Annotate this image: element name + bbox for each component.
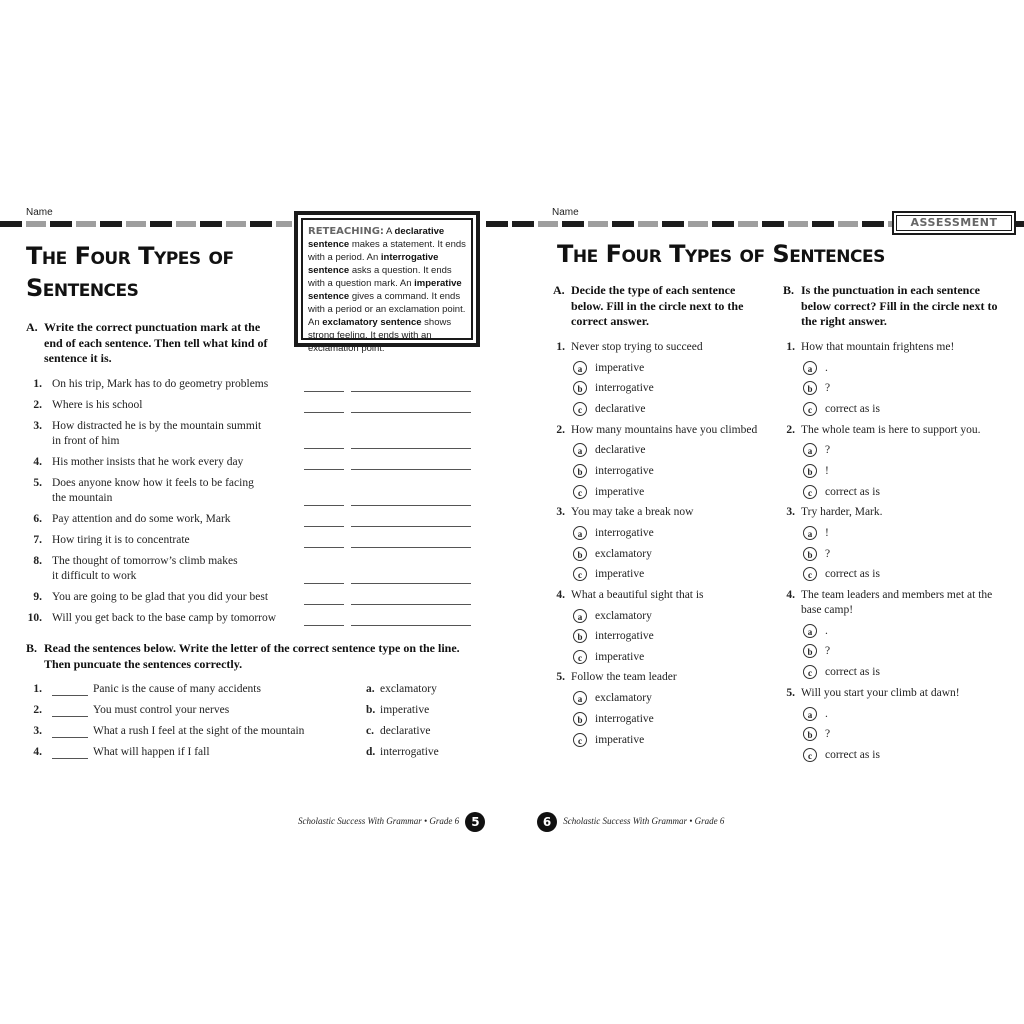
bubble-a[interactable]: a xyxy=(573,609,587,623)
title-line-1: The Four Types of xyxy=(26,242,234,270)
instruction-text: Decide the type of each sentence below. Fill in the circle next to the correct answer. xyxy=(571,283,744,328)
bubble-c[interactable]: c xyxy=(803,665,817,679)
question-number: 2. xyxy=(786,424,795,436)
option-label: imperative xyxy=(595,362,645,374)
item-text: Panic is the cause of many accidents xyxy=(93,683,261,695)
item-text: What will happen if I fall xyxy=(93,746,210,758)
question-text: You may take a break now xyxy=(571,506,694,518)
sentence-type-blank[interactable] xyxy=(351,512,471,527)
page-title: The Four Types of Sentences xyxy=(557,240,885,268)
term-declarative: declarative sentence xyxy=(308,226,445,250)
item-number: 7. xyxy=(33,534,42,546)
bubble-b[interactable]: b xyxy=(573,629,587,643)
item-number: 1. xyxy=(33,683,42,695)
reteach-text: asks a question. It ends with a question mark. An xyxy=(308,265,452,289)
punctuation-blank[interactable] xyxy=(304,377,344,392)
item-text: You are going to be glad that you did your best xyxy=(52,591,269,603)
option-label: exclamatory xyxy=(595,610,652,622)
bubble-a[interactable]: a xyxy=(803,624,817,638)
item-text: His mother insists that he work every day xyxy=(52,456,244,468)
option-label: . xyxy=(825,362,828,374)
option-letter: c. xyxy=(366,725,374,737)
option-label: . xyxy=(825,625,828,637)
punctuation-blank[interactable] xyxy=(304,491,344,506)
question-text: Never stop trying to succeed xyxy=(571,341,703,353)
bubble-c[interactable]: c xyxy=(803,402,817,416)
answer-blank[interactable] xyxy=(52,703,88,717)
item-text-continued: the mountain xyxy=(52,492,113,504)
section-a-instructions xyxy=(553,283,758,330)
bubble-b[interactable]: b xyxy=(803,727,817,741)
name-label: Name xyxy=(552,207,579,218)
question-text: Try harder, Mark. xyxy=(801,506,883,518)
option-text: declarative xyxy=(380,725,431,737)
item-number: 5. xyxy=(33,477,42,489)
question-text: What a beautiful sight that is xyxy=(571,589,704,601)
header-dash-bar-right xyxy=(486,221,512,227)
sentence-type-blank[interactable] xyxy=(351,434,471,449)
option-label: interrogative xyxy=(595,713,654,725)
answer-blank[interactable] xyxy=(52,682,88,696)
answer-option xyxy=(366,724,430,739)
option-label: interrogative xyxy=(595,630,654,642)
answer-option xyxy=(366,745,439,760)
title-line-2: Sentences xyxy=(26,274,139,302)
bubble-c[interactable]: c xyxy=(573,650,587,664)
option-label: correct as is xyxy=(825,666,880,678)
option-label: interrogative xyxy=(595,382,654,394)
bubble-a[interactable]: a xyxy=(803,443,817,457)
question-text: How that mountain frightens me! xyxy=(801,341,955,353)
option-label: ? xyxy=(825,548,831,560)
reteach-text: makes a statement. It ends with a period. An xyxy=(308,239,466,263)
option-label: exclamatory xyxy=(595,548,652,560)
reteaching-box xyxy=(294,211,480,354)
item-number: 9. xyxy=(33,591,42,603)
bubble-b[interactable]: b xyxy=(573,464,587,478)
bubble-a[interactable]: a xyxy=(573,361,587,375)
sentence-type-blank[interactable] xyxy=(351,377,471,392)
page-number: 6 xyxy=(537,812,557,832)
option-label: correct as is xyxy=(825,749,880,761)
section-letter: A. xyxy=(553,283,565,297)
option-label: . xyxy=(825,708,828,720)
question-text: The whole team is here to support you. xyxy=(801,424,981,436)
section-a-questions xyxy=(553,340,778,760)
question-text: Will you start your climb at dawn! xyxy=(801,687,960,699)
question-number: 3. xyxy=(786,506,795,518)
question-text: The team leaders and members met at the xyxy=(801,589,993,601)
bubble-b[interactable]: b xyxy=(803,464,817,478)
bubble-b[interactable]: b xyxy=(803,644,817,658)
bubble-c[interactable]: c xyxy=(573,567,587,581)
option-label: ? xyxy=(825,645,831,657)
punctuation-blank[interactable] xyxy=(304,533,344,548)
term-exclamatory: exclamatory sentence xyxy=(322,317,422,328)
question-text: How many mountains have you climbed xyxy=(571,424,758,436)
instruction-text: Is the punctuation in each sentence below correct? Fill in the circle next to the right answer. xyxy=(801,283,998,328)
bubble-c[interactable]: c xyxy=(573,733,587,747)
option-label: correct as is xyxy=(825,568,880,580)
option-label: declarative xyxy=(595,403,646,415)
item-number: 3. xyxy=(33,725,42,737)
question-number: 1. xyxy=(786,341,795,353)
bubble-a[interactable]: a xyxy=(803,361,817,375)
answer-blank[interactable] xyxy=(52,745,88,759)
item-number: 10. xyxy=(27,612,42,624)
sentence-type-blank[interactable] xyxy=(351,533,471,548)
option-text: exclamatory xyxy=(380,683,437,695)
bubble-a[interactable]: a xyxy=(573,526,587,540)
instruction-text: Write the correct punctuation mark at the end of each sentence. Then tell what kind of sentence it is. xyxy=(44,320,268,365)
punctuation-blank[interactable] xyxy=(304,455,344,470)
bubble-b[interactable]: b xyxy=(573,712,587,726)
option-letter: b. xyxy=(366,704,376,716)
item-number: 6. xyxy=(33,513,42,525)
item-text: You must control your nerves xyxy=(93,704,230,716)
question-number: 4. xyxy=(556,589,565,601)
option-label: imperative xyxy=(595,734,645,746)
sentence-type-blank[interactable] xyxy=(351,398,471,413)
item-text: Does anyone know how it feels to be facing xyxy=(52,477,254,489)
header-dash-bar xyxy=(0,221,292,227)
name-label: Name xyxy=(26,207,53,218)
item-number: 4. xyxy=(33,456,42,468)
option-label: declarative xyxy=(595,444,646,456)
item-text: Will you get back to the base camp by tomorrow xyxy=(52,612,277,624)
section-b-questions xyxy=(783,340,1018,770)
term-interrogative: interrogative sentence xyxy=(308,252,439,276)
option-label: interrogative xyxy=(595,465,654,477)
question-text: Follow the team leader xyxy=(571,671,677,683)
question-number: 1. xyxy=(556,341,565,353)
term-imperative: imperative sentence xyxy=(308,278,462,302)
option-letter: a. xyxy=(366,683,375,695)
option-letter: d. xyxy=(366,746,376,758)
bubble-b[interactable]: b xyxy=(803,381,817,395)
item-text: Where is his school xyxy=(52,399,143,411)
option-label: ? xyxy=(825,728,831,740)
item-text-continued: it difficult to work xyxy=(52,570,137,582)
section-letter: B. xyxy=(783,283,795,297)
punctuation-blank[interactable] xyxy=(304,398,344,413)
item-number: 3. xyxy=(33,420,42,432)
reteaching-heading: RETEACHING: xyxy=(308,226,384,237)
question-text-continued: base camp! xyxy=(801,604,854,616)
answer-option xyxy=(366,682,437,697)
bubble-c[interactable]: c xyxy=(803,485,817,499)
punctuation-blank[interactable] xyxy=(304,434,344,449)
answer-blank[interactable] xyxy=(52,724,88,738)
item-number: 1. xyxy=(33,378,42,390)
bubble-a[interactable]: a xyxy=(573,691,587,705)
question-number: 5. xyxy=(786,687,795,699)
instruction-text: Read the sentences below. Write the letter of the correct sentence type on the line. Then puncuate the sentences correctly. xyxy=(44,641,460,671)
bubble-b[interactable]: b xyxy=(573,381,587,395)
option-label: imperative xyxy=(595,568,645,580)
sentence-type-blank[interactable] xyxy=(351,455,471,470)
punctuation-blank[interactable] xyxy=(304,611,344,626)
item-number: 4. xyxy=(33,746,42,758)
bubble-b[interactable]: b xyxy=(573,547,587,561)
bubble-a[interactable]: a xyxy=(803,707,817,721)
reteach-text: shows strong feeling. It ends with an exclamation point. xyxy=(308,317,452,354)
bubble-c[interactable]: c xyxy=(803,567,817,581)
sentence-type-blank[interactable] xyxy=(351,611,471,626)
question-number: 2. xyxy=(556,424,565,436)
reteach-text: gives a command. It ends with a period or an exclamation point. An xyxy=(308,291,466,328)
option-label: ! xyxy=(825,465,829,477)
answer-option xyxy=(366,703,429,718)
option-text: imperative xyxy=(380,704,430,716)
page-footer xyxy=(298,812,485,832)
reteach-text: A xyxy=(383,226,395,237)
bubble-c[interactable]: c xyxy=(803,748,817,762)
option-label: ? xyxy=(825,382,831,394)
question-number: 5. xyxy=(556,671,565,683)
section-letter: B. xyxy=(26,641,38,655)
option-text: interrogative xyxy=(380,746,439,758)
header-dash-bar-right xyxy=(1016,221,1024,227)
bubble-a[interactable]: a xyxy=(803,526,817,540)
header-dash-bar xyxy=(512,221,892,227)
right-assessment-page xyxy=(512,0,1024,1024)
punctuation-blank[interactable] xyxy=(304,590,344,605)
footer-text: Scholastic Success With Grammar • Grade 6 xyxy=(298,816,460,827)
sentence-type-blank[interactable] xyxy=(351,590,471,605)
option-label: ? xyxy=(825,444,831,456)
sentence-type-blank[interactable] xyxy=(351,491,471,506)
page-number: 5 xyxy=(465,812,485,832)
punctuation-blank[interactable] xyxy=(304,512,344,527)
bubble-b[interactable]: b xyxy=(803,547,817,561)
footer-text: Scholastic Success With Grammar • Grade 6 xyxy=(563,816,725,827)
question-number: 4. xyxy=(786,589,795,601)
item-text: The thought of tomorrow’s climb makes xyxy=(52,555,238,567)
option-label: exclamatory xyxy=(595,692,652,704)
item-text: How tiring it is to concentrate xyxy=(52,534,190,546)
item-text: What a rush I feel at the sight of the mountain xyxy=(93,725,305,737)
option-label: correct as is xyxy=(825,486,880,498)
item-text-continued: in front of him xyxy=(52,435,120,447)
section-letter: A. xyxy=(26,320,38,334)
option-label: interrogative xyxy=(595,527,654,539)
item-text: Pay attention and do some work, Mark xyxy=(52,513,231,525)
page-footer xyxy=(537,812,724,832)
bubble-c[interactable]: c xyxy=(573,402,587,416)
section-b-instructions xyxy=(26,641,486,672)
option-label: correct as is xyxy=(825,403,880,415)
item-number: 2. xyxy=(33,399,42,411)
section-a-instructions xyxy=(26,320,276,367)
item-text: How distracted he is by the mountain summit xyxy=(52,420,262,432)
option-label: imperative xyxy=(595,651,645,663)
question-number: 3. xyxy=(556,506,565,518)
assessment-tab: ASSESSMENT xyxy=(892,211,1016,235)
option-label: ! xyxy=(825,527,829,539)
punctuation-blank[interactable] xyxy=(304,569,344,584)
option-label: imperative xyxy=(595,486,645,498)
section-b-instructions xyxy=(783,283,1008,330)
item-text: On his trip, Mark has to do geometry problems xyxy=(52,378,269,390)
page-title xyxy=(26,240,234,304)
bubble-a[interactable]: a xyxy=(573,443,587,457)
item-number: 2. xyxy=(33,704,42,716)
bubble-c[interactable]: c xyxy=(573,485,587,499)
item-number: 8. xyxy=(33,555,42,567)
sentence-type-blank[interactable] xyxy=(351,569,471,584)
